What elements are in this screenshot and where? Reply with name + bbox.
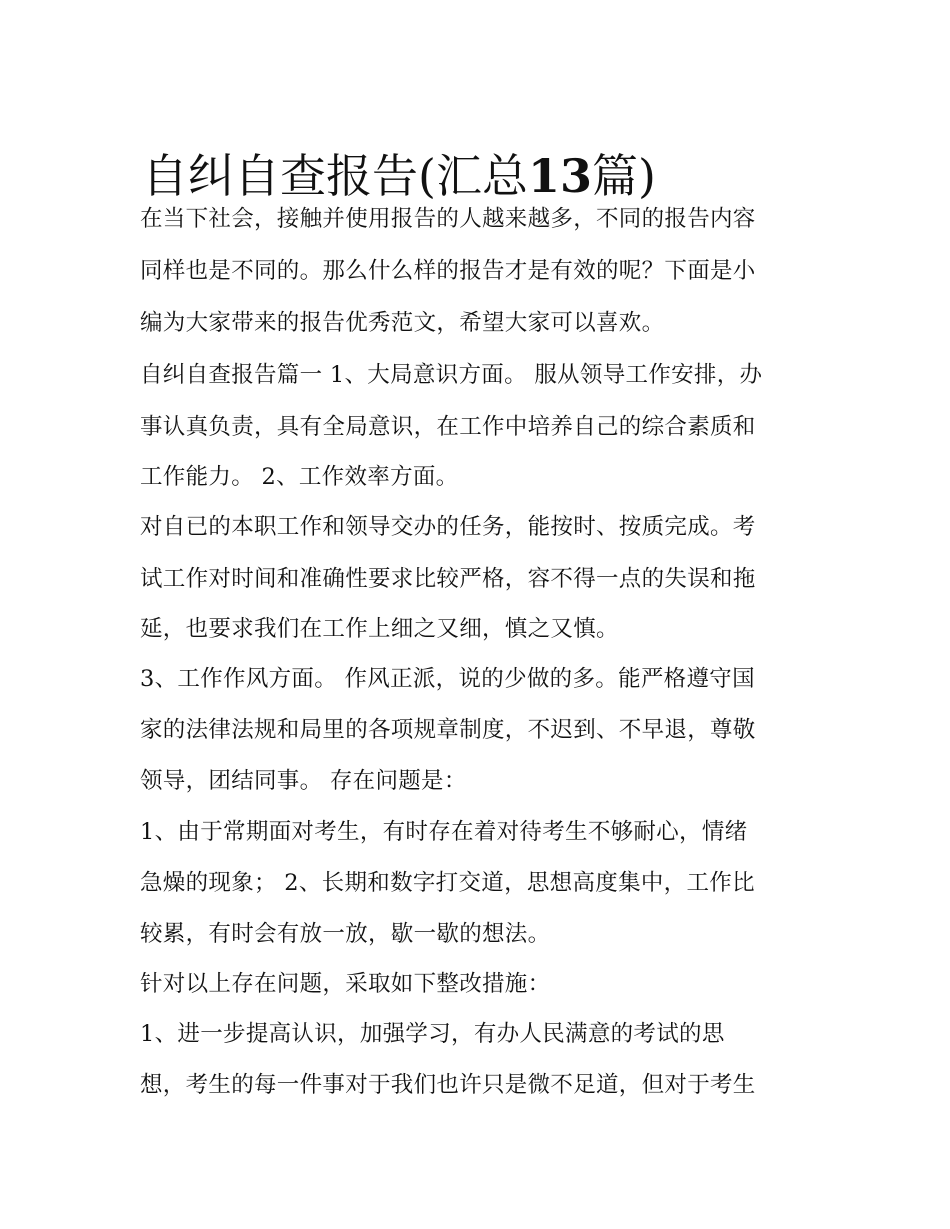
text-line: 试工作对时间和准确性要求比较严格，容不得一点的失误和拖 — [140, 566, 756, 592]
text-line: 3、工作作风方面。 作风正派，说的少做的多。能严格遵守国 — [140, 666, 755, 692]
text-line: 想，考生的每一件事对于我们也许只是微不足道，但对于考生 — [140, 1072, 756, 1098]
text-line: 领导，团结同事。 存在问题是： — [140, 768, 467, 794]
text-line: 1、进一步提高认识，加强学习，有办人民满意的考试的思 — [140, 1021, 725, 1047]
title-prefix: 自纠自查报告(汇总 — [142, 148, 528, 203]
text-line: 急燥的现象； 2、长期和数字打交道，思想高度集中，工作比 — [140, 870, 755, 896]
text-line: 自纠自查报告篇一 1、大局意识方面。 服从领导工作安排，办 — [140, 362, 763, 388]
text-line: 对自已的本职工作和领导交办的任务，能按时、按质完成。考 — [140, 514, 756, 540]
text-line: 同样也是不同的。那么什么样的报告才是有效的呢？下面是小 — [140, 258, 756, 284]
text-line: 较累，有时会有放一放，歇一歇的想法。 — [140, 921, 551, 947]
text-line: 在当下社会，接触并使用报告的人越来越多，不同的报告内容 — [140, 206, 756, 232]
title-number: 13 — [527, 148, 592, 203]
text-line: 编为大家带来的报告优秀范文，希望大家可以喜欢。 — [140, 310, 665, 336]
document-title — [142, 143, 842, 209]
text-line: 1、由于常期面对考生，有时存在着对待考生不够耐心，情绪 — [140, 819, 748, 845]
text-line: 针对以上存在问题，采取如下整改措施： — [140, 971, 551, 997]
text-line: 延，也要求我们在工作上细之又细，慎之又慎。 — [140, 616, 619, 642]
text-line: 工作能力。 2、工作效率方面。 — [140, 464, 459, 490]
text-line: 家的法律法规和局里的各项规章制度，不迟到、不早退，尊敬 — [140, 717, 756, 743]
title-suffix: 篇) — [591, 148, 656, 203]
text-line: 事认真负责，具有全局意识，在工作中培养自己的综合素质和 — [140, 414, 756, 440]
